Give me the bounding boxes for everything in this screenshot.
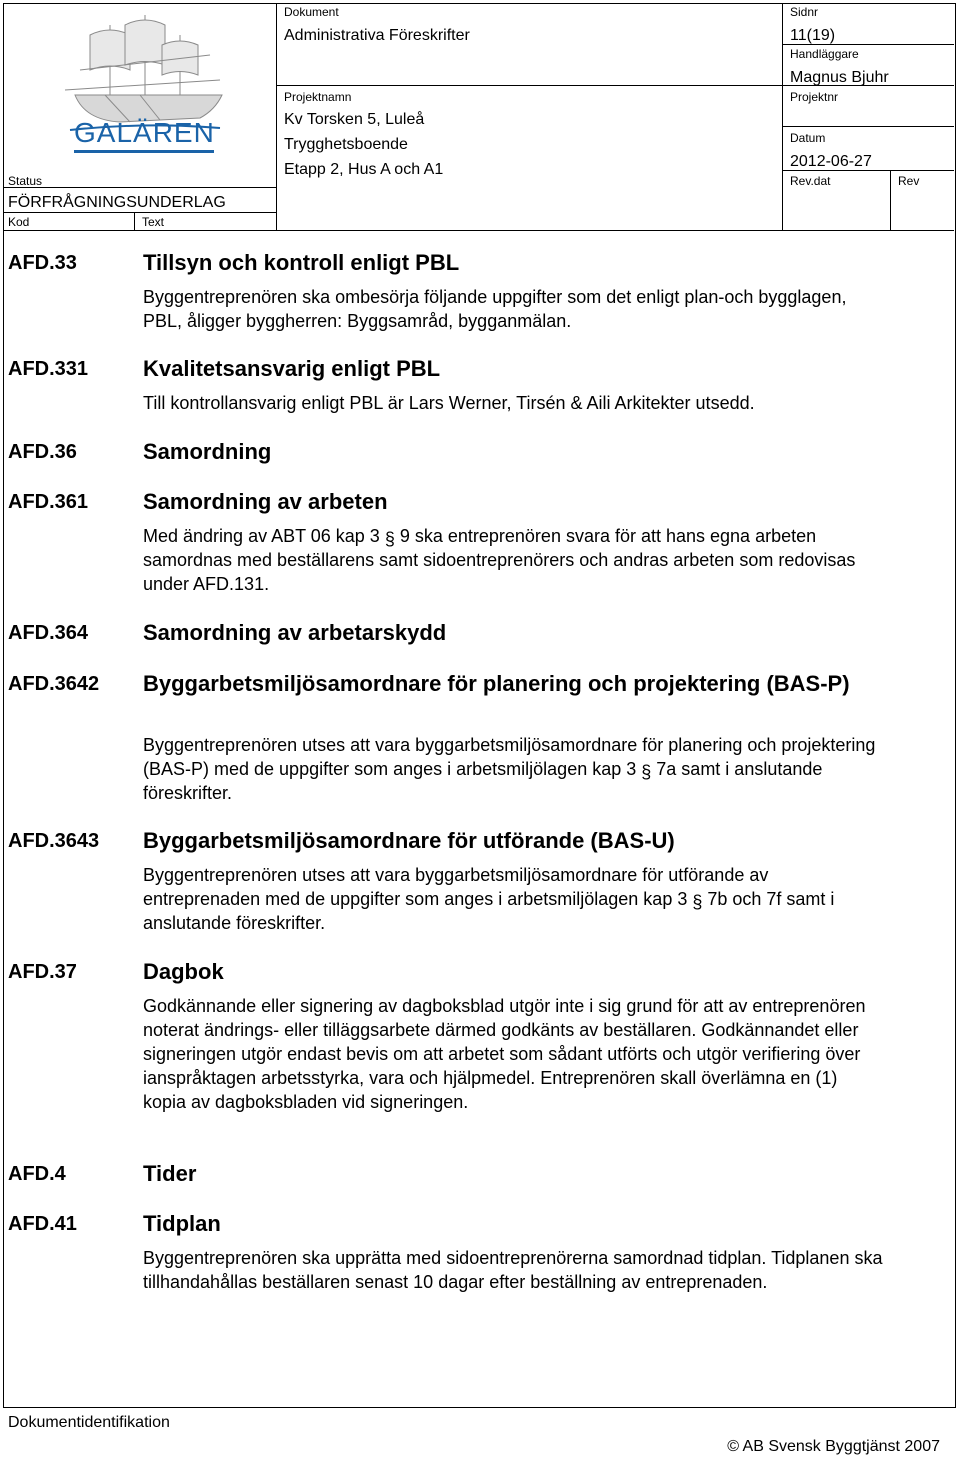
dokument-value: Administrativa Föreskrifter: [284, 27, 470, 44]
projektnr-label: Projektnr: [790, 90, 839, 104]
section-code: AFD.364: [8, 622, 89, 644]
status-value: FÖRFRÅGNINGSUNDERLAG: [8, 194, 226, 211]
section-heading: Byggarbetsmiljösamordnare för planering och projektering (BAS-P): [143, 671, 850, 696]
logo: [60, 10, 230, 160]
copyright-icon: ©: [727, 1438, 739, 1455]
sidnr-label: Sidnr: [790, 5, 819, 19]
logo-underline: [74, 150, 214, 153]
handlaggare-label: Handläggare: [790, 47, 859, 61]
section-code: AFD.3642: [8, 673, 100, 695]
section-code: AFD.4: [8, 1163, 66, 1185]
header-rule: [782, 126, 954, 127]
section-code: AFD.36: [8, 441, 77, 463]
section-heading: Byggarbetsmiljösamordnare för utförande (BAS-U): [143, 828, 675, 853]
handlaggare-value: Magnus Bjuhr: [790, 69, 889, 86]
status-label: Status: [8, 174, 43, 188]
section-heading: Dagbok: [143, 959, 224, 984]
kod-label: Kod: [8, 215, 30, 229]
section-heading: Tidplan: [143, 1211, 221, 1236]
page-frame: [3, 3, 956, 1408]
section-body: Byggentreprenören utses att vara byggarbetsmiljösamordnare för utförande av entreprenaden med de uppgifter som anges i arbetsmiljölagen kap 3 § 7b och 7f samt i anslutande föreskrifter.: [143, 865, 835, 933]
header-rule: [4, 187, 276, 188]
projektnamn-line: Kv Torsken 5, Luleå: [284, 111, 425, 128]
section-heading: Tillsyn och kontroll enligt PBL: [143, 250, 460, 275]
section-sign: §: [692, 892, 703, 912]
section-code: AFD.41: [8, 1213, 77, 1235]
datum-label: Datum: [790, 131, 826, 145]
header-divider: [890, 170, 891, 230]
section-heading: Kvalitetsansvarig enligt PBL: [143, 356, 441, 381]
section-code: AFD.361: [8, 491, 89, 513]
header-divider: [276, 4, 277, 230]
section-body: Byggentreprenören ska upprätta med sidoentreprenörerna samordnad tidplan. Tidplanen ska tillhandahållas beställaren senast 10 dagar efter beställning av entreprenaden.: [143, 1248, 883, 1292]
section-code: AFD.33: [8, 252, 77, 274]
section-body: Godkännande eller signering av dagboksblad utgör inte i sig grund för att av entreprenören noterat ändrings- eller tilläggsarbete därmed godkänts av beställaren. Godkännandet eller signeringen utgör endast bevis om att arbetet som sådant utförts och utgör verifiering över ianspråktagen arbetsstyrka, vara och hjälpmedel. Entreprenören skall överlämna en (1) kopia av dagboksbladen vid signeringen.: [143, 996, 866, 1112]
section-code: AFD.331: [8, 358, 89, 380]
section-code: AFD.3643: [8, 830, 100, 852]
section-heading: Tider: [143, 1161, 197, 1186]
logo-text: GALÄREN: [74, 117, 215, 148]
copyright: © AB Svensk Byggtjänst 2007: [727, 1438, 940, 1455]
section-body: Till kontrollansvarig enligt PBL är Lars Werner, Tirsén & Aili Arkitekter utsedd.: [143, 393, 755, 413]
header-rule: [4, 230, 954, 231]
section-heading: Samordning av arbetarskydd: [143, 620, 447, 645]
doc-id-label: Dokumentidentifikation: [8, 1414, 170, 1431]
section-heading: Samordning av arbeten: [143, 489, 388, 514]
header-divider: [782, 4, 783, 230]
datum-value: 2012-06-27: [790, 153, 872, 170]
section-code: AFD.37: [8, 961, 77, 983]
dokument-label: Dokument: [284, 5, 339, 19]
section-body: Byggentreprenören ska ombesörja följande uppgifter som det enligt plan-och bygglagen, PBL, åligger byggherren: Byggsamråd, bygganmälan.: [143, 287, 847, 331]
projektnamn-line: Trygghetsboende: [284, 136, 408, 153]
section-sign: §: [384, 529, 395, 549]
section-body: Med ändring av ABT 06 kap 3 § 9 ska entreprenören svara för att hans egna arbeten samordnas med beställarens samt sidoentreprenörers och andras arbeten som redovisas under AFD.131.: [143, 526, 856, 594]
header-divider: [134, 212, 135, 230]
section-heading: Samordning: [143, 439, 272, 464]
sidnr-value: 11(19): [790, 27, 836, 44]
revdat-label: Rev.dat: [790, 174, 831, 188]
section-sign: §: [641, 762, 652, 782]
text-label: Text: [142, 215, 165, 229]
rev-label: Rev: [898, 174, 920, 188]
projektnamn-label: Projektnamn: [284, 90, 352, 104]
section-body: Byggentreprenören utses att vara byggarbetsmiljösamordnare för planering och projektering (BAS-P) med de uppgifter som anges i arbetsmiljölagen kap 3 § 7a samt i anslutande föreskrifter.: [143, 735, 876, 803]
header-rule: [276, 85, 782, 86]
projektnamn-line: Etapp 2, Hus A och A1: [284, 161, 444, 178]
